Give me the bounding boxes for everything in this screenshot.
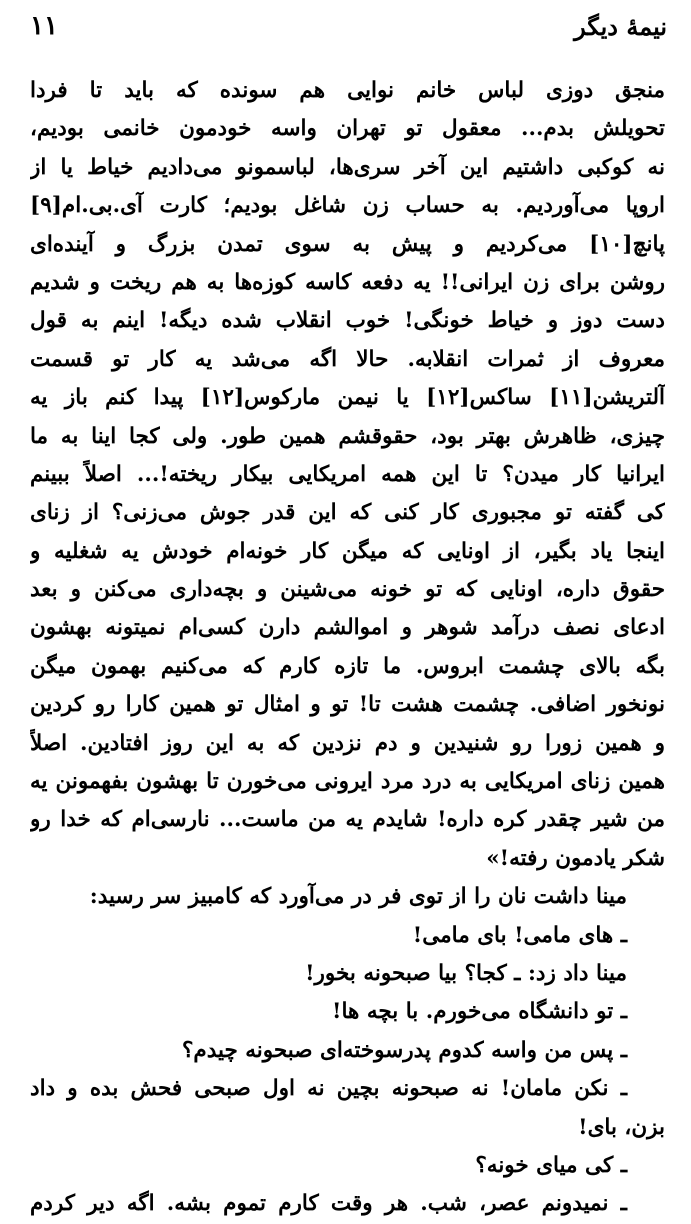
dialogue-line: بزن، بای!: [578, 1114, 665, 1140]
text-line: منجق دوزی لباس خانم نوایی هم سونده که باید تا فردا: [30, 78, 665, 103]
text-line: پانچ[۱۰] می‌کردیم و پیش به سوی تمدن بزرگ و آینده‌ای: [30, 231, 665, 257]
page-body: [30, 72, 665, 1224]
text-line: اروپا می‌آوردیم. به حساب زن شاغل بودیم؛ کارت آی.بی.ام[۹]: [30, 193, 665, 219]
dialogue-line: ـ کی میای خونه؟: [475, 1152, 627, 1178]
text-line: اینجا یاد بگیر، از اونایی که میگن کار خونه‌ام خودش یه شغلیه و: [30, 538, 665, 564]
dialogue-line: ـ نکن مامان! نه صبحونه بچین نه اول صبحی فحش بده و داد: [30, 1076, 627, 1102]
text-line: ادعای نصف درآمد شوهر و اموالشم دارن کسی‌ام نمیتونه بهشون: [30, 615, 665, 641]
text-line: نه کوکبی داشتیم این آخر سری‌ها، لباسمونو می‌دادیم خیاط یا از: [30, 154, 665, 180]
dialogue-line: مینا داد زد: ـ کجا؟ بیا صبحونه بخور!: [305, 960, 627, 986]
text-line: روشن برای زن ایرانی!! یه دفعه کاسه کوزه‌ها به هم ریخت و شدیم: [30, 269, 665, 295]
text-line: و همین زورا رو شنیدین و دم نزدین که به این روز افتادین. اصلاً: [30, 730, 665, 756]
text-line: نونخور اضافی. چشمت هشت تا! تو و امثال تو همین کارا رو کردین: [30, 692, 665, 718]
dialogue-line: مینا داشت نان را از توی فر در می‌آورد که کامبیز سر رسید:: [89, 884, 627, 910]
text-line: کی گفته تو مجبوری کار کنی که این قدر جوش می‌زنی؟ از زنای: [30, 500, 665, 526]
text-line: چیزی، ظاهرش بهتر بود، حقوقشم همین طور. ولی کجا اینا به ما: [30, 423, 665, 449]
page-number: ۱۱: [30, 11, 58, 41]
text-line: دست دوز و خیاط خونگی! خوب انقلاب شده دیگه! اینم به قول: [30, 308, 665, 334]
text-line: ایرانیا کار میدن؟ تا این همه امریکایی بیکار ریخته!... اصلاً ببینم: [30, 461, 665, 487]
text-line: شکر یادمون رفته!»: [486, 845, 665, 871]
text-line: معروف از ثمرات انقلابه. حالا اگه می‌شد یه کار تو قسمت: [30, 346, 665, 372]
dialogue-line: ـ های مامی! بای مامی!: [412, 922, 627, 948]
text-line: همین زنای امریکایی به درد مرد ایرونی می‌خورن تا بهشون بفهمونن یه: [30, 769, 665, 795]
text-line: من شیر چقدر کره داره! شایدم یه من ماست... نارسی‌ام که خدا رو: [30, 807, 665, 833]
text-line: حقوق داره، اونایی که تو خونه می‌شینن و بچه‌داری می‌کنن و بعد: [30, 577, 665, 603]
text-line: آلتریشن[۱۱] ساکس[۱۲] یا نیمن مارکوس[۱۲] پیدا کنم باز یه: [30, 385, 665, 411]
running-title: نیمهٔ دیگر: [574, 11, 667, 41]
text-line: تحویلش بدم... معقول تو تهران واسه خودمون خانمی بودیم،: [30, 116, 665, 142]
page-header: [30, 6, 667, 46]
text-line: بگه بالای چشمت ابروس. ما تازه کارم که می‌کنیم بهمون میگن: [30, 653, 665, 679]
dialogue-line: ـ تو دانشگاه می‌خورم. با بچه ها!: [332, 999, 627, 1025]
dialogue-line: ـ نمیدونم عصر، شب. هر وقت کارم تموم بشه. اگه دیر کردم: [30, 1191, 627, 1217]
dialogue-line: ـ پس من واسه کدوم پدرسوخته‌ای صبحونه چیدم؟: [182, 1037, 627, 1063]
